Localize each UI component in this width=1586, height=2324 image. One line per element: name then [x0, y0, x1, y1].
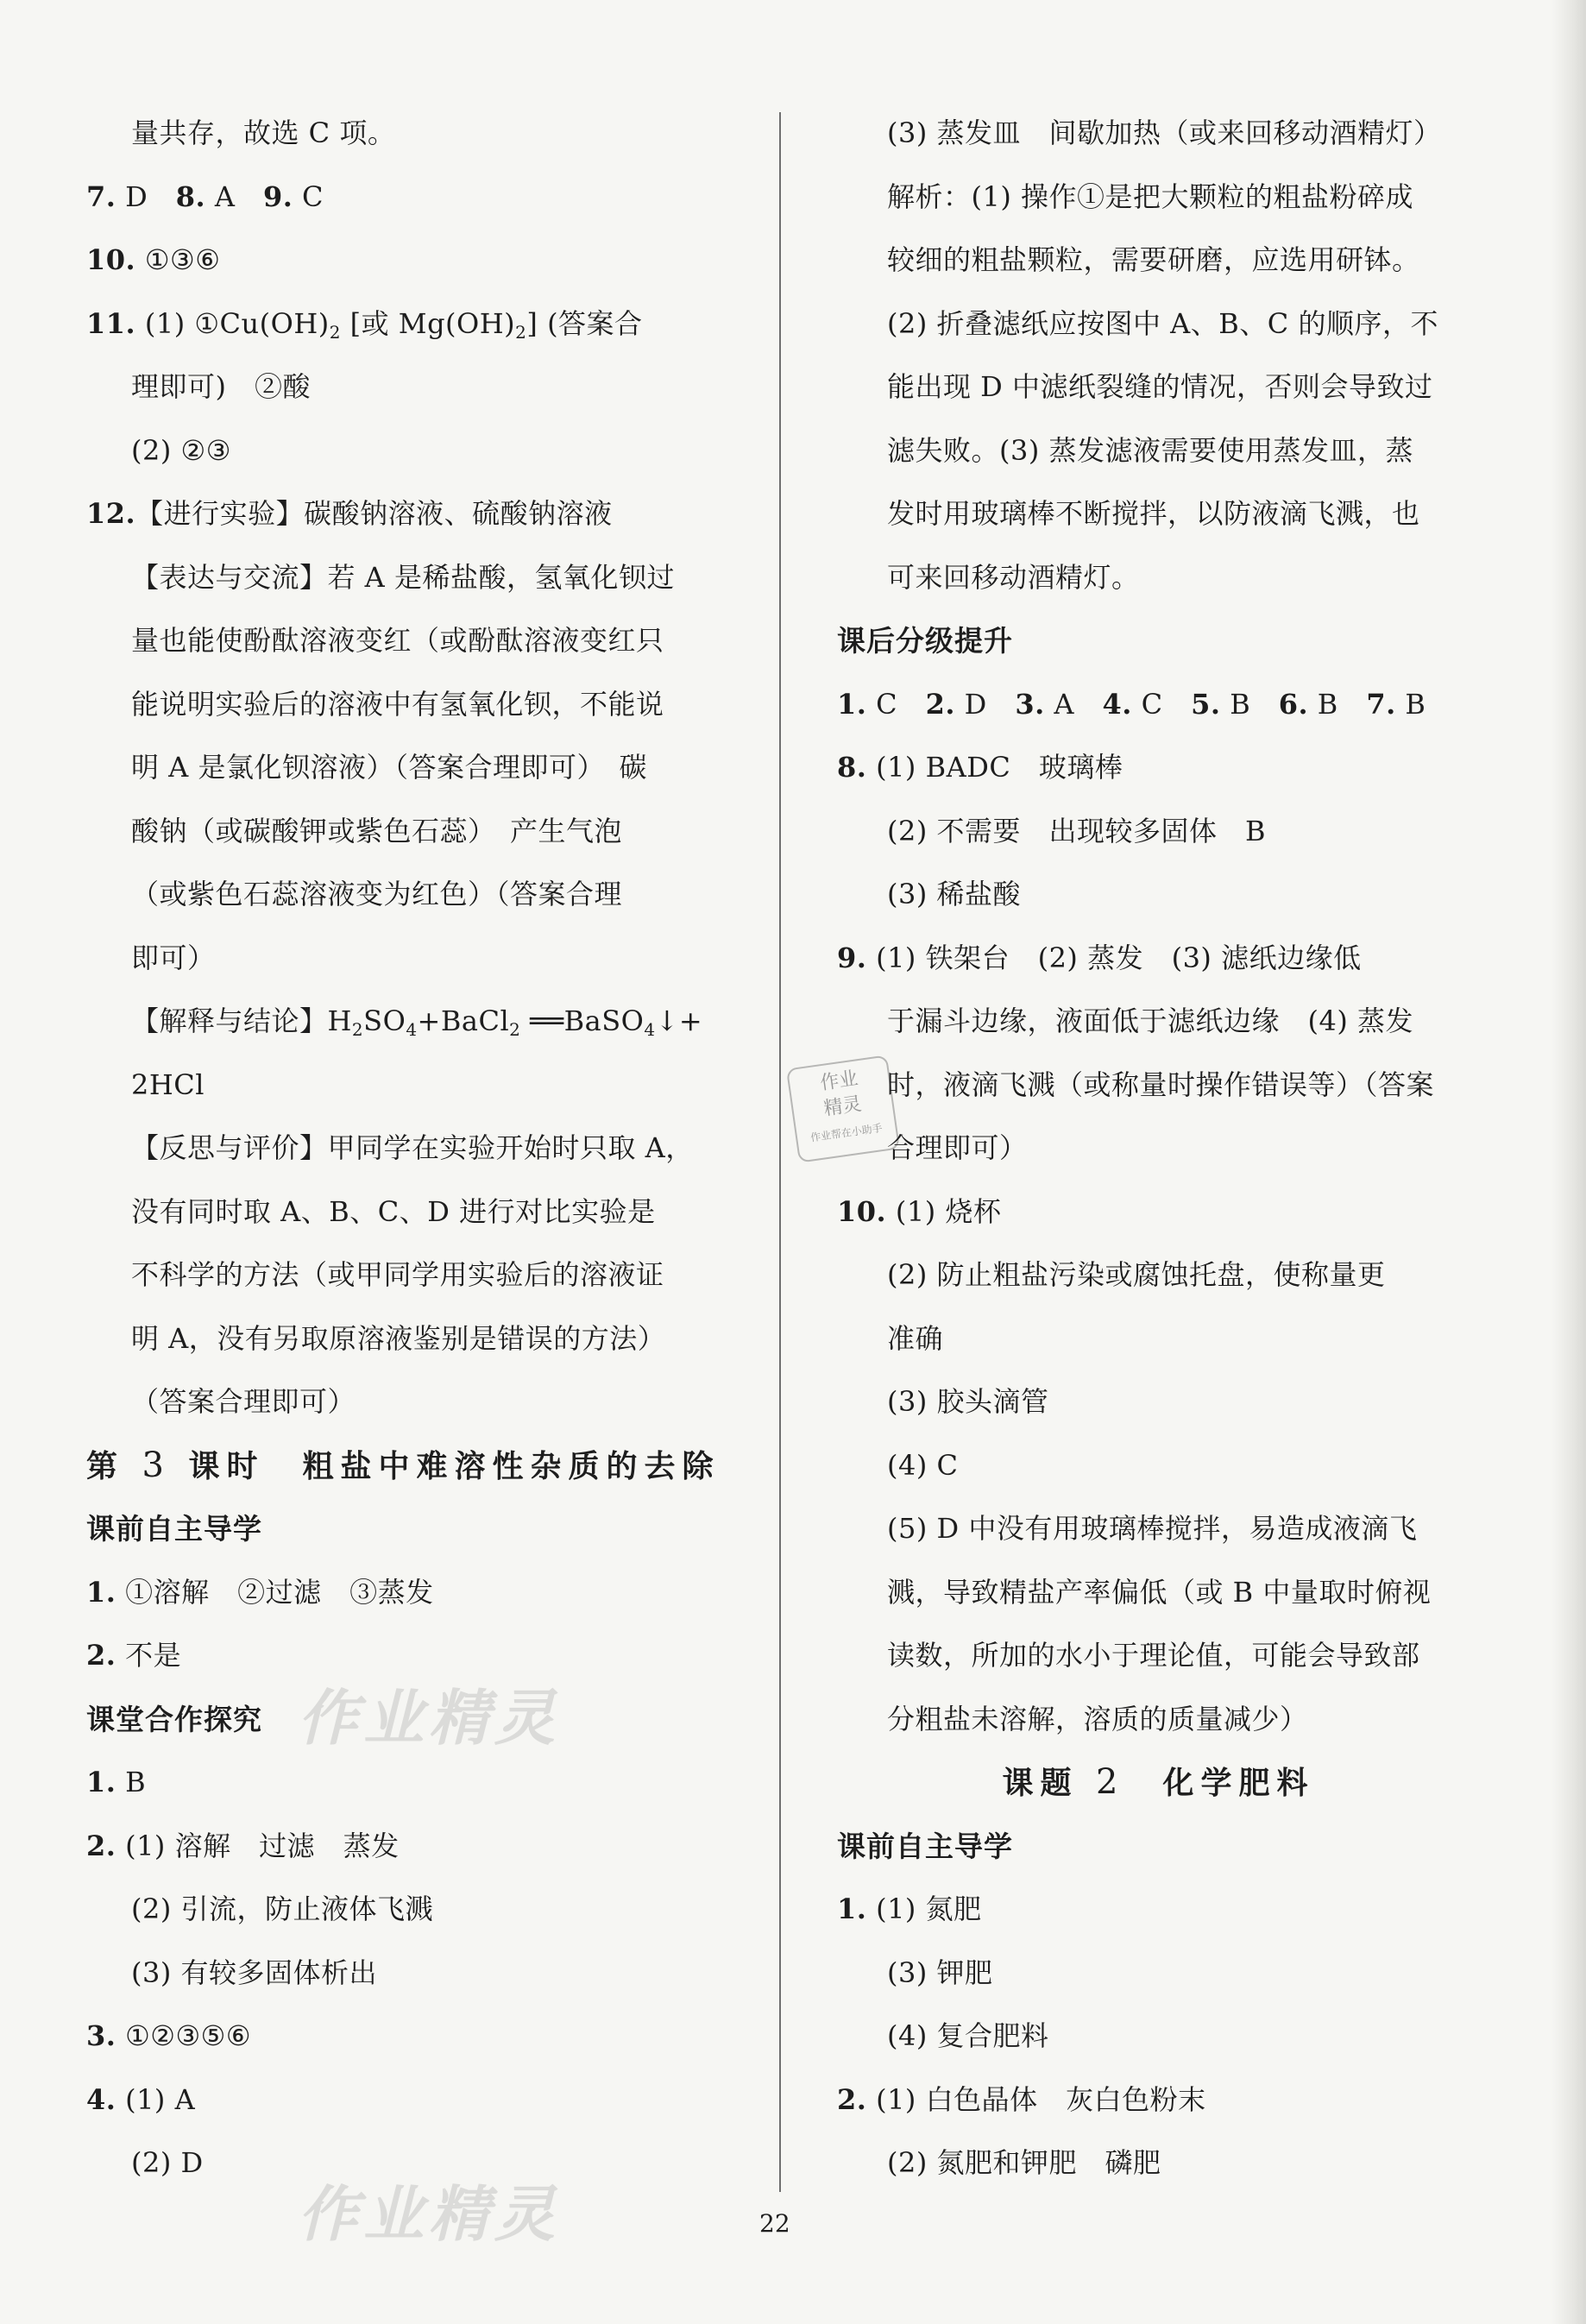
section-heading: 课堂合作探究: [86, 1702, 262, 1736]
answer-line: 3. ①②③⑤⑥: [86, 2019, 252, 2052]
answer-line: 于漏斗边缘，液面低于滤纸边缘 (4) 蒸发: [887, 1005, 1414, 1037]
answer-line: 准确: [887, 1321, 944, 1355]
answer-line: (3) 稀盐酸: [887, 878, 1022, 910]
answer-line: 没有同时取 A、B、C、D 进行对比实验是: [131, 1194, 656, 1228]
answer-line: 2. (1) 溶解 过滤 蒸发: [86, 1829, 400, 1862]
answer-line: (3) 蒸发皿 间歇加热（或来回移动酒精灯）: [887, 117, 1442, 149]
answer-line: 分粗盐未溶解，溶质的质量减少）: [887, 1702, 1308, 1735]
answer-line: (3) 有较多固体析出: [131, 1956, 378, 1989]
answer-line: 8. (1) BADC 玻璃棒: [837, 751, 1123, 784]
lesson-title: 第 3 课时 粗盐中难溶性杂质的去除: [86, 1445, 721, 1485]
answer-line: （或紫色石蕊溶液变为红色）（答案合理: [131, 878, 623, 910]
answer-line: (5) D 中没有用玻璃棒搅拌，易造成液滴飞: [887, 1512, 1418, 1545]
answer-line: (2) 折叠滤纸应按图中 A、B、C 的顺序，不: [887, 306, 1438, 340]
answer-line: 2HCl: [131, 1068, 205, 1101]
answer-line: 【反思与评价】甲同学在实验开始时只取 A，: [131, 1131, 694, 1164]
topic-title: 课题 2 化学肥料: [1002, 1762, 1315, 1802]
answer-line: 明 A 是氯化钡溶液）（答案合理即可） 碳: [131, 751, 647, 784]
answer-line: 1. (1) 氮肥: [837, 1893, 982, 1925]
stamp-line: 精灵: [822, 1093, 864, 1120]
answer-line: 溅，导致精盐产率偏低（或 B 中量取时俯视: [887, 1575, 1432, 1609]
answer-line: 解析：(1) 操作①是把大颗粒的粗盐粉碎成: [887, 179, 1414, 213]
answer-line: (2) D: [131, 2146, 204, 2179]
answer-line: 能出现 D 中滤纸裂缝的情况，否则会导致过: [887, 370, 1433, 403]
answer-line: 较细的粗盐颗粒，需要研磨，应选用研钵。: [887, 243, 1420, 276]
section-heading: 课前自主导学: [86, 1512, 262, 1546]
left-column: [86, 102, 742, 2195]
answer-line: 可来回移动酒精灯。: [887, 560, 1140, 594]
answer-line: 明 A，没有另取原溶液鉴别是错误的方法）: [131, 1321, 666, 1355]
right-column: [837, 102, 1480, 2195]
watermark-text: 作业精灵: [298, 1682, 560, 1754]
page-edge-shadow: [1551, 0, 1586, 2324]
answer-line: 读数，所加的水小于理论值，可能会导致部: [887, 1639, 1420, 1672]
answer-line: 10. (1) 烧杯: [837, 1194, 1002, 1228]
answer-line: （答案合理即可）: [131, 1385, 356, 1418]
answer-line: 11. (1) $①Cu(OH)_2$ [或 $Mg(OH)_2$] (答案合: [86, 306, 643, 343]
answer-line: 4. (1) A: [86, 2082, 196, 2116]
answer-line: 即可）: [131, 941, 216, 974]
answer-line: 时，液滴飞溅（或称量时操作错误等）（答案: [887, 1068, 1435, 1101]
answer-line: (2) 防止粗盐污染或腐蚀托盘，使称量更: [887, 1258, 1386, 1291]
answer-line: 【解释与结论】$H_2SO_4+BaCl_2$ ══BaSO$_4$↓+: [131, 1005, 703, 1040]
answer-line: 7. D 8. A 9. C: [86, 179, 324, 213]
section-heading: 课后分级提升: [837, 624, 1013, 658]
answer-line: 9. (1) 铁架台 (2) 蒸发 (3) 滤纸边缘低: [837, 941, 1362, 974]
answer-line: (4) C: [887, 1448, 959, 1482]
column-divider: [779, 112, 781, 2192]
answer-line: 2. 不是: [86, 1639, 182, 1672]
answer-line: (2) 氮肥和钾肥 磷肥: [887, 2146, 1161, 2179]
answer-line: 理即可) ②酸: [131, 370, 311, 403]
answer-line: 量共存，故选 C 项。: [131, 117, 396, 149]
answer-line: (3) 钾肥: [887, 1956, 993, 1989]
section-heading: 课前自主导学: [837, 1829, 1013, 1863]
stamp-line: 作业帮在小助手: [809, 1121, 884, 1144]
watermark-text: 作业精灵: [298, 2178, 560, 2250]
answer-line: (4) 复合肥料: [887, 2019, 1049, 2052]
answer-line: 1. C 2. D 3. A 4. C 5. B 6. B 7. B: [837, 687, 1426, 721]
answer-line: 1. ①溶解 ②过滤 ③蒸发: [86, 1575, 434, 1609]
page-number: 22: [759, 2209, 790, 2238]
answer-line: 滤失败。(3) 蒸发滤液需要使用蒸发皿，蒸: [887, 433, 1414, 467]
answer-line: 不科学的方法（或甲同学用实验后的溶液证: [131, 1258, 664, 1291]
stamp-line: 作业: [818, 1068, 860, 1095]
answer-line: 量也能使酚酞溶液变红（或酚酞溶液变红只: [131, 624, 664, 657]
answer-line: 合理即可）: [887, 1131, 1028, 1164]
answer-line: 能说明实验后的溶液中有氢氧化钡，不能说: [131, 687, 664, 721]
answer-line: 2. (1) 白色晶体 灰白色粉末: [837, 2082, 1206, 2116]
answer-line: 酸钠（或碳酸钾或紫色石蕊） 产生气泡: [131, 814, 623, 847]
answer-line: 【表达与交流】若 A 是稀盐酸，氢氧化钡过: [131, 560, 675, 594]
answer-line: 1. B: [86, 1766, 147, 1798]
answer-line: 10. ①③⑥: [86, 243, 221, 276]
answer-line: 12.【进行实验】碳酸钠溶液、硫酸钠溶液: [86, 497, 613, 530]
answer-line: (2) ②③: [131, 433, 231, 467]
answer-line: (3) 胶头滴管: [887, 1385, 1049, 1418]
answer-line: (2) 不需要 出现较多固体 B: [887, 814, 1267, 847]
answer-line: (2) 引流，防止液体飞溅: [131, 1893, 434, 1925]
answer-line: 发时用玻璃棒不断搅拌，以防液滴飞溅，也: [887, 497, 1420, 530]
